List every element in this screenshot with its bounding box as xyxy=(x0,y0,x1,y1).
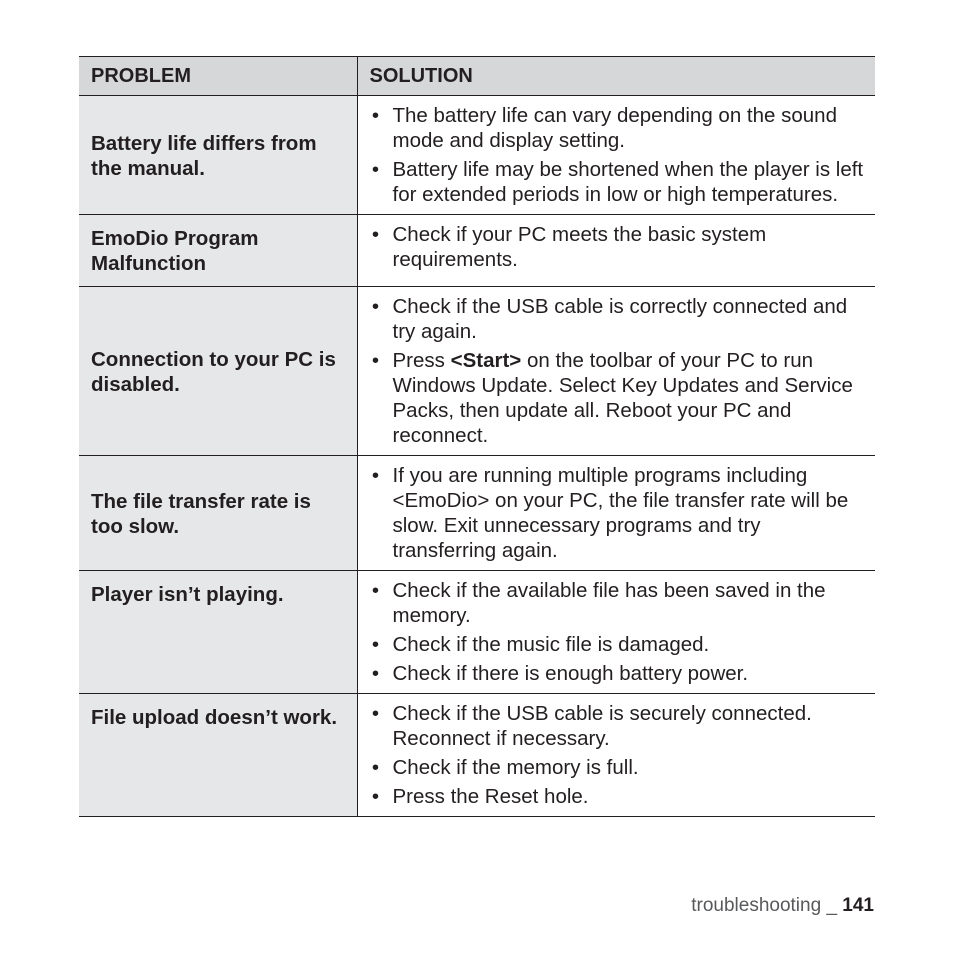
list-item: • The battery life can vary depending on the sound mode and display setting. xyxy=(369,103,868,153)
page-footer xyxy=(691,895,874,917)
problem-cell: File upload doesn’t work. xyxy=(79,694,357,817)
problem-column-header: PROBLEM xyxy=(79,57,357,96)
table-row xyxy=(79,215,875,287)
problem-cell: Battery life differs from the manual. xyxy=(79,96,357,215)
solution-list xyxy=(369,463,868,563)
list-item: • Check if there is enough battery power. xyxy=(369,661,868,686)
solution-list xyxy=(369,578,868,686)
bullet-icon: • xyxy=(371,662,380,685)
table-row xyxy=(79,96,875,215)
table-header-row xyxy=(79,57,875,96)
bullet-icon: • xyxy=(371,785,380,808)
solution-cell xyxy=(357,456,875,571)
problem-cell: Player isn’t playing. xyxy=(79,571,357,694)
solution-cell xyxy=(357,215,875,287)
table-row xyxy=(79,571,875,694)
solution-column-header: SOLUTION xyxy=(357,57,875,96)
solution-cell xyxy=(357,694,875,817)
list-item: • Battery life may be shortened when the player is left for extended periods in low or high temperatures. xyxy=(369,157,868,207)
list-item: • Check if the USB cable is securely connected. Reconnect if necessary. xyxy=(369,701,868,751)
bullet-icon: • xyxy=(371,295,380,318)
bullet-icon: • xyxy=(371,349,380,372)
solution-list xyxy=(369,222,868,272)
problem-cell: Connection to your PC is disabled. xyxy=(79,287,357,456)
list-item: • Check if your PC meets the basic system requirements. xyxy=(369,222,868,272)
table-row xyxy=(79,287,875,456)
list-item: • Check if the available file has been saved in the memory. xyxy=(369,578,868,628)
solution-list xyxy=(369,294,868,448)
bullet-icon: • xyxy=(371,702,380,725)
bullet-icon: • xyxy=(371,104,380,127)
problem-cell: The file transfer rate is too slow. xyxy=(79,456,357,571)
bullet-icon: • xyxy=(371,756,380,779)
problem-cell: EmoDio Program Malfunction xyxy=(79,215,357,287)
bullet-icon: • xyxy=(371,223,380,246)
bullet-icon: • xyxy=(371,464,380,487)
list-item: • Press <Start> on the toolbar of your PC to run Windows Update. Select Key Updates and Service Packs, then update all. Reboot your PC and reconnect. xyxy=(369,348,868,448)
list-item: • Check if the music file is damaged. xyxy=(369,632,868,657)
table-row xyxy=(79,694,875,817)
list-item: • Press the Reset hole. xyxy=(369,784,868,809)
bullet-icon: • xyxy=(371,158,380,181)
troubleshooting-table xyxy=(79,56,875,817)
list-item: • Check if the memory is full. xyxy=(369,755,868,780)
list-item: • If you are running multiple programs including <EmoDio> on your PC, the file transfer rate will be slow. Exit unnecessary programs and try transferring again. xyxy=(369,463,868,563)
solution-cell xyxy=(357,571,875,694)
solution-list xyxy=(369,701,868,809)
solution-cell xyxy=(357,287,875,456)
start-keyword: <Start> xyxy=(450,349,522,372)
footer-section-label: troubleshooting _ xyxy=(691,895,843,916)
solution-list xyxy=(369,103,868,207)
page-number: 141 xyxy=(842,895,874,916)
solution-cell xyxy=(357,96,875,215)
bullet-icon: • xyxy=(371,579,380,602)
table-row xyxy=(79,456,875,571)
bullet-icon: • xyxy=(371,633,380,656)
list-item: • Check if the USB cable is correctly connected and try again. xyxy=(369,294,868,344)
